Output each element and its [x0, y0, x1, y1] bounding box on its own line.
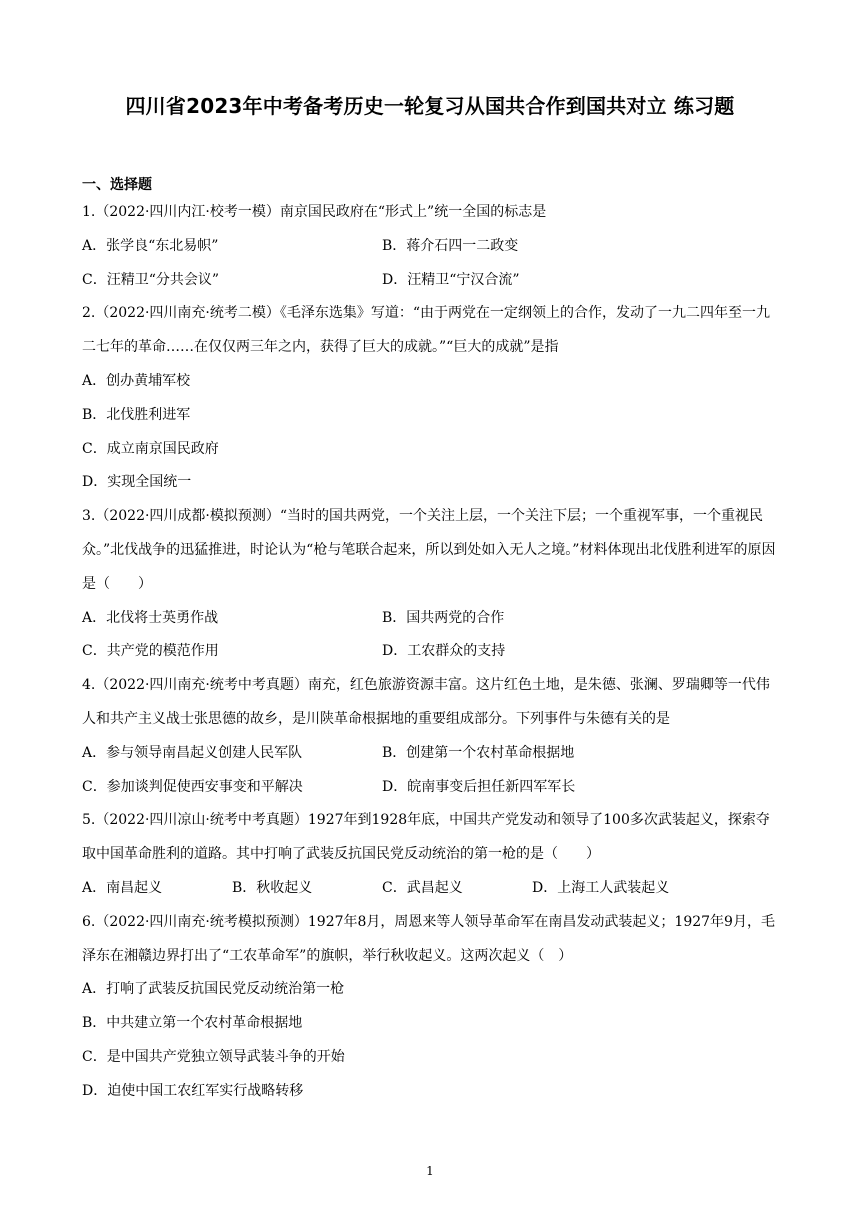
question-4-stem: 4.（2022·四川南充·统考中考真题）南充，红色旅游资源丰富。这片红色土地，是朱德、张澜、罗瑞卿等一代伟人和共产主义战士张思德的故乡，是川陕革命根据地的重要组成部分。下列事件与朱德有关的是	[82, 677, 770, 727]
question-6-option-a: A．打响了武装反抗国民党反动统治第一枪	[82, 981, 345, 998]
question-6-option-b: B．中共建立第一个农村革命根据地	[82, 1015, 303, 1032]
question-3-options-row-2	[82, 635, 782, 669]
question-2-stem: 2.（2022·四川南充·统考二模）《毛泽东选集》写道：“由于两党在一定纲领上的合作，发动了一九二四年至一九二七年的革命……在仅仅两三年之内，获得了巨大的成就。”“巨大的成就”是指	[82, 305, 771, 356]
question-3-stem: 3.（2022·四川成都·模拟预测）“当时的国共两党，一个关注上层，一个关注下层；一个重视军事，一个重视民众。”北伐战争的迅猛推进，时论认为“枪与笔联合起来，所以到处如入无人之境。”材料体现出北伐胜利进军的原因是（ ）	[82, 508, 776, 592]
question-5-option-d: D．上海工人武装起义	[532, 879, 670, 896]
question-3-option-c: C．共产党的模范作用	[82, 643, 219, 660]
question-5-stem: 5.（2022·四川凉山·统考中考真题）1927年到1928年底，中国共产党发动和领导了100多次武装起义，探索夺取中国革命胜利的道路。其中打响了武装反抗国民党反动统治的第一枪的是（ ）	[82, 812, 770, 863]
question-3-option-b: B．国共两党的合作	[382, 609, 505, 626]
question-3-option-a: A．北伐将士英勇作战	[82, 609, 219, 626]
question-4-option-b: B．创建第一个农村革命根据地	[382, 744, 575, 761]
question-5-options-row	[82, 872, 782, 906]
question-1-options-row-2	[82, 264, 782, 298]
question-3-option-d: D．工农群众的支持	[382, 643, 506, 660]
question-4-option-c: C．参加谈判促使西安事变和平解决	[82, 778, 303, 795]
question-1-option-b: B．蒋介石四一二政变	[382, 237, 519, 254]
question-5-option-c: C．武昌起义	[382, 879, 463, 896]
document-title: 四川省2023年中考备考历史一轮复习从国共合作到国共对立 练习题	[125, 94, 735, 118]
question-2-option-b: B．北伐胜利进军	[82, 406, 191, 423]
question-2-option-a: A．创办黄埔军校	[82, 372, 191, 389]
question-4-options-row-1	[82, 737, 782, 771]
question-5-option-b: B．秋收起义	[232, 879, 313, 896]
question-1-option-c: C．汪精卫“分共会议”	[82, 271, 220, 288]
question-1-options-row-1	[82, 230, 782, 264]
question-4-options-row-2	[82, 771, 782, 805]
question-6-option-d: D．迫使中国工农红军实行战略转移	[82, 1082, 304, 1099]
page-number: 1	[426, 1164, 434, 1178]
question-3-options-row-1	[82, 602, 782, 636]
question-list	[82, 196, 782, 1109]
question-4-option-a: A．参与领导南昌起义创建人民军队	[82, 744, 303, 761]
question-1-option-d: D．汪精卫“宁汉合流”	[382, 271, 520, 288]
question-1-stem: 1.（2022·四川内江·校考一模）南京国民政府在“形式上”统一全国的标志是	[82, 204, 547, 220]
question-6-option-c: C．是中国共产党独立领导武装斗争的开始	[82, 1048, 345, 1065]
question-2-option-c: C．成立南京国民政府	[82, 440, 219, 457]
question-1-option-a: A．张学良“东北易帜”	[82, 237, 219, 254]
question-6-stem: 6.（2022·四川南充·统考模拟预测）1927年8月，周恩来等人领导革命军在南昌发动武装起义；1927年9月，毛泽东在湘赣边界打出了“工农革命军”的旗帜，举行秋收起义。这两次起义（ ）	[82, 913, 775, 964]
question-4-option-d: D．皖南事变后担任新四军军长	[382, 778, 576, 795]
section-heading: 一、选择题	[82, 177, 152, 193]
question-5-option-a: A．南昌起义	[82, 879, 163, 896]
question-2-option-d: D．实现全国统一	[82, 474, 192, 491]
